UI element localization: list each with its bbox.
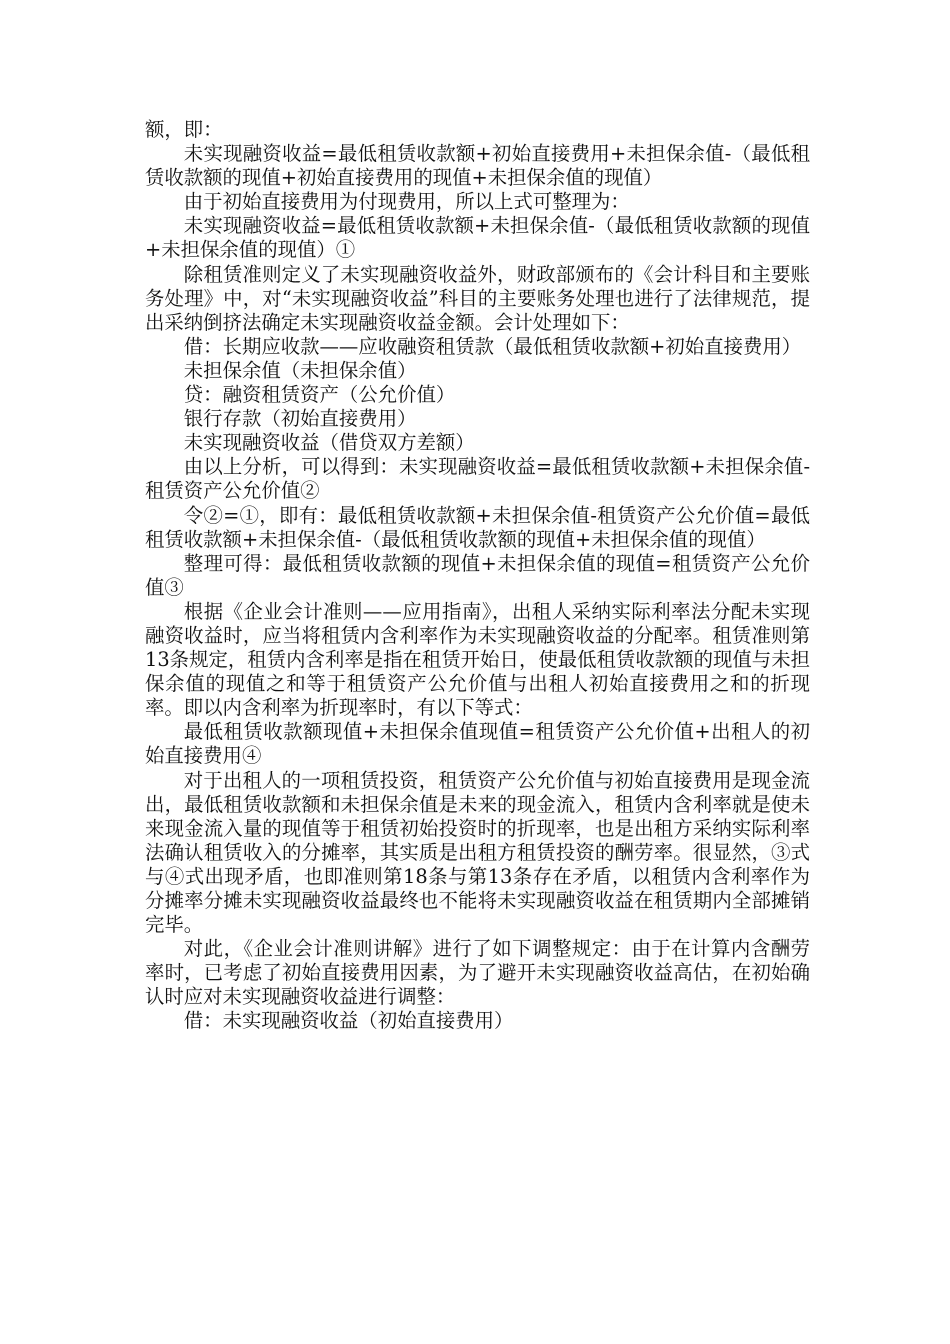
formula-2: 由以上分析，可以得到：未实现融资收益=最低租赁收款额+未担保余值-租赁资产公允价值②: [145, 455, 810, 503]
formula-3: 整理可得：最低租赁收款额的现值+未担保余值的现值=租赁资产公允价值③: [145, 551, 810, 599]
paragraph-implicit-rate-definition: 根据《企业会计准则——应用指南》，出租人采纳实际利率法分配未实现融资收益时，应当将租赁内含利率作为未实现融资收益的分配率。租赁准则第13条规定，租赁内含利率是指在租赁开始日，使最低租赁收款额的现值与未担保余值的现值之和等于租赁资产公允价值与出租人初始直接费用之和的折现率。即以内含利率为折现率时，有以下等式：: [145, 599, 810, 720]
paragraph-contradiction-analysis: 对于出租人的一项租赁投资，租赁资产公允价值与初始直接费用是现金流出，最低租赁收款额和未担保余值是未来的现金流入，租赁内含利率就是使未来现金流入量的现值等于租赁初始投资时的折现率，也是出租方采纳实际利率法确认租赁收入的分摊率，其实质是出租方租赁投资的酬劳率。很显然，③式与④式出现矛盾，也即准则第18条与第13条存在矛盾，以租赁内含利率作为分摊率分摊未实现融资收益最终也不能将未实现融资收益在租赁期内全部摊销完毕。: [145, 768, 810, 937]
paragraph-continuation: 额，即：: [145, 118, 223, 141]
paragraph-accounting-regulation: 除租赁准则定义了未实现融资收益外，财政部颁布的《会计科目和主要账务处理》中，对“未实现融资收益”科目的主要账务处理也进行了法律规范，提出采纳倒挤法确定未实现融资收益金额。会计处理如下：: [145, 262, 810, 334]
paragraph-simplification-note: 由于初始直接费用为付现费用，所以上式可整理为：: [183, 190, 630, 214]
paragraph-equate-formulas: 令②=①，即有：最低租赁收款额+未担保余值-租赁资产公允价值=最低租赁收款额+未担保余值-（最低租赁收款额的现值+未担保余值的现值）: [145, 503, 810, 551]
paragraph-adjustment-rule: 对此，《企业会计准则讲解》进行了如下调整规定：由于在计算内含酬劳率时，已考虑了初始直接费用因素，为了避开未实现融资收益高估，在初始确认时应对未实现融资收益进行调整：: [145, 937, 810, 1009]
journal-entry-unrealized-income: 未实现融资收益（借贷双方差额）: [183, 431, 475, 455]
journal-entry-bank-deposit: 银行存款（初始直接费用）: [183, 407, 417, 431]
journal-entry-credit-leased-asset: 贷：融资租赁资产（公允价值）: [183, 383, 456, 407]
formula-1: 未实现融资收益=最低租赁收款额+未担保余值-（最低租赁收款额的现值+未担保余值的现值）①: [145, 214, 810, 262]
formula-unrealized-income-full: 未实现融资收益=最低租赁收款额+初始直接费用+未担保余值-（最低租赁收款额的现值+初始直接费用的现值+未担保余值的现值）: [145, 142, 810, 190]
journal-entry-unguaranteed-residual: 未担保余值（未担保余值）: [183, 358, 417, 382]
formula-4: 最低租赁收款额现值+未担保余值现值=租赁资产公允价值+出租人的初始直接费用④: [145, 720, 810, 768]
document-page: [145, 118, 810, 1034]
journal-entry-adjustment-debit: 借：未实现融资收益（初始直接费用）: [183, 1009, 514, 1033]
journal-entry-debit-long-term-receivable: 借：长期应收款——应收融资租赁款（最低租赁收款额+初始直接费用）: [183, 334, 802, 358]
